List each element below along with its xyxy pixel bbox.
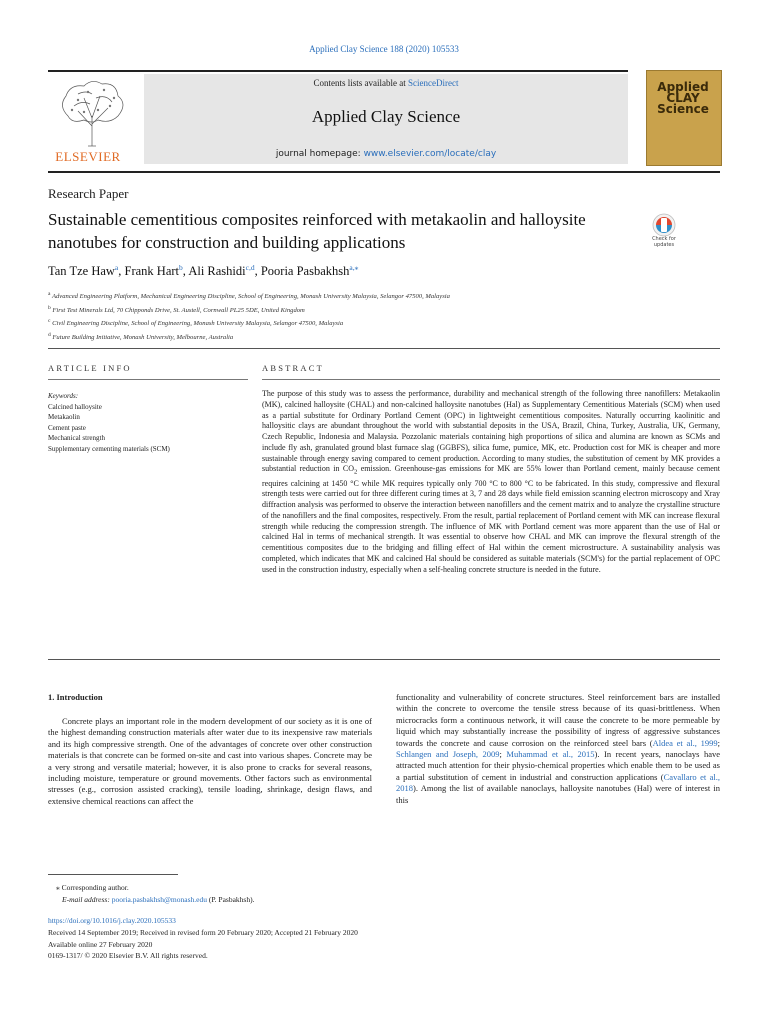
affiliation-marker: c <box>48 318 51 325</box>
citation-separator: ; <box>499 749 507 760</box>
sciencedirect-link[interactable]: ScienceDirect <box>408 78 459 88</box>
journal-cover-title: Applied CLAY Science <box>657 80 709 116</box>
affiliation-marker: d <box>48 331 51 338</box>
citation-link[interactable]: Schlangen and Joseph, 2009 <box>396 749 500 760</box>
affiliation-item <box>48 303 450 317</box>
header-bottom-rule <box>48 171 720 173</box>
email-suffix: (P. Pasbakhsh). <box>206 894 255 904</box>
abstract-text <box>262 389 720 575</box>
affiliation-text: Future Building Initiative, Monash University, Melbourne, Australia <box>52 333 234 341</box>
contents-prefix: Contents lists available at <box>313 78 408 88</box>
footnote-rule <box>48 874 178 875</box>
article-type: Research Paper <box>48 186 129 201</box>
abstract-text-part: The purpose of this study was to assess the performance, durability and mechanical strength of the following three nanofillers: Metakaolin (MK), calcined halloysite (CHAL) and non-calcined halloysite nanotubes (Hal) as Supplementary Cementitious Materials (SCM) when used as a partial substitute for Ordinary Portland Cement (OPC) in lightweight cementitious composites. Naturally occurring kaolinitic and halloysitic clays are abundant throughout the world with substantial deposits in the USA, Brazil, China, Turkey, Australia, UK, Germany, Czech Republic, Indonesia and Malaysia. Pozzolanic materials containing high proportions of silica and alumina are known as SCMs and include fly ash, granulated ground blast furnace slag (GGBFS), silica fume, pumice, MK, etc. Production cost for MK is cheaper and more sustainable through energy saving compared to cement production. According to many studies, the substitution of cement by MK provides a substantial reduction in CO <box>262 389 720 474</box>
author-list: Tan Tze Haw$^a$, Frank Hart$^b$, Ali Rashidi$^{c,d}$, Pooria Pasbakhsh$^{a,⁎}$ <box>48 263 359 279</box>
introduction-left-column: Concrete plays an important role in the modern development of our society as it is one of the highest demanding construction materials after water due to its inexpensive raw materials and its high compressive strength. One of the advantages of concrete over other construction materials is that concrete can be formed on-site and cast into various shapes. Concrete may be a very strong and versatile material; however, it is also prone to cracks for several reasons, including moisture, temperature or ground movements. Other factors such as environmental stresses (e.g., corrosion assisted cracking), tensile loading, shrinkage, design flaws, and extensive chemical reactions can affect the <box>48 716 372 806</box>
keywords-block <box>48 391 170 455</box>
author-name[interactable]: Frank Hart <box>124 264 180 279</box>
author-name[interactable]: Tan Tze Haw <box>48 264 115 279</box>
keyword-item: Mechanical strength <box>48 434 105 443</box>
journal-homepage <box>144 149 628 159</box>
affiliation-item <box>48 289 450 303</box>
body-text: ). Among the list of available nanoclays, halloysite nanotubes (Hal) were of interest in this <box>396 783 720 805</box>
affiliation-text: Civil Engineering Discipline, School of Engineering, Monash University Malaysia, Selangor 47500, Malaysia <box>52 320 344 328</box>
abstract-heading: ABSTRACT <box>262 363 324 373</box>
article-info-heading: ARTICLE INFO <box>48 363 132 373</box>
citation-separator: ; <box>717 737 720 748</box>
author-affiliation-marker[interactable]: a,⁎ <box>349 263 359 272</box>
received-dates: Received 14 September 2019; Received in revised form 20 February 2020; Accepted 21 February 2020 <box>48 927 358 937</box>
available-online-date: Available online 27 February 2020 <box>48 939 153 949</box>
author-affiliation-marker[interactable]: a <box>114 263 119 272</box>
header-rule <box>48 70 628 72</box>
affiliation-item <box>48 330 450 344</box>
article-info-rule <box>48 379 248 380</box>
keywords-label: Keywords: <box>48 392 79 400</box>
affiliation-marker: b <box>48 304 51 311</box>
citation-link[interactable]: Aldea et al., 1999 <box>652 737 718 748</box>
crossmark-label[interactable]: Check for updates <box>652 236 676 248</box>
keyword-item: Supplementary cementing materials (SCM) <box>48 444 170 453</box>
keyword-item: Metakaolin <box>48 413 80 422</box>
section-divider <box>48 659 720 660</box>
affiliation-marker: a <box>48 291 51 297</box>
author-name[interactable]: Pooria Pasbakhsh <box>260 264 350 279</box>
affiliation-text: First Test Minerals Ltd, 70 Chipponds Drive, St. Austell, Cornwall PL25 5DE, United Kingdom <box>52 306 305 314</box>
introduction-right-column <box>396 692 720 806</box>
author-name[interactable]: Ali Rashidi <box>188 264 246 279</box>
email-line <box>48 894 254 906</box>
author-affiliation-marker[interactable]: b <box>179 263 183 272</box>
affiliation-list <box>48 289 450 343</box>
elsevier-wordmark: ELSEVIER <box>55 149 121 164</box>
body-text: ). In recent years, nanoclays have attracted much attention for their physio-chemical properties which enable them to be used as a partial substitution of cement in industrial and construction applications ( <box>396 749 720 782</box>
publication-info <box>48 915 358 962</box>
doi-link[interactable]: https://doi.org/10.1016/j.clay.2020.105533 <box>48 916 176 925</box>
homepage-link[interactable]: www.elsevier.com/locate/clay <box>363 149 497 159</box>
corresponding-author-note: ⁎ Corresponding author. <box>56 883 129 892</box>
keyword-item: Cement paste <box>48 423 86 432</box>
co2-subscript: 2 <box>353 468 358 476</box>
introduction-heading: 1. Introduction <box>48 692 103 702</box>
contents-line <box>144 78 628 88</box>
keyword-item: Calcined halloysite <box>48 402 102 411</box>
author-affiliation-marker[interactable]: c,d <box>245 263 255 272</box>
copyright-line: 0169-1317/ © 2020 Elsevier B.V. All rights reserved. <box>48 951 208 961</box>
affiliation-item <box>48 316 450 330</box>
journal-citation[interactable]: Applied Clay Science 188 (2020) 105533 <box>309 44 459 54</box>
email-link[interactable]: pooria.pasbakhsh@monash.edu <box>111 894 207 904</box>
abstract-text-part: emission. Greenhouse-gas emissions for MK are 55% lower than Portland cement, mainly because cement requires calcining at 1450 °C while MK requires typically only 700 °C to 800 °C to be fabricated. In this study, compressive and flexural strength tests were carried out for three different curing times at 3, 7 and 28 days while field emission scanning electron microscopy and Xray diffraction analysis was performed to observe the interaction between nanofillers and the cement matrix and to analyze the crystalline structure of the nanofillers and the final composites, respectively. From the result, partial replacement of Portland cement with MK can increase flexural strength while reducing the compression strength. The influence of MK with Portland cement was more apparent than the use of Hal or calcined Hal in terms of mechanical strength. It was essential to observe how CHAL and MK can improve the flexural strength of the cementitious composites due to the bridging and filling effect of Hal within the cement microstructure. A sustainability analysis was completed, which indicates that MK and calcined Hal should be considered as suitable materials (SCM's) for the partial replacement of OPC used in the construction industry, especially when a self-healing concrete structure is needed in the future. <box>262 464 721 574</box>
citation-link[interactable]: Muhammad et al., 2015 <box>506 749 595 760</box>
journal-name: Applied Clay Science <box>311 107 461 126</box>
abstract-rule <box>262 379 720 380</box>
section-divider <box>48 348 720 349</box>
homepage-prefix: journal homepage: <box>275 149 364 159</box>
article-title: Sustainable cementitious composites reinforced with metakaolin and halloysite nanotubes for construction and building applications <box>48 210 586 252</box>
footnote-block <box>48 882 254 905</box>
email-label: E-mail address: <box>62 894 112 904</box>
citation-link[interactable]: Cavallaro et al., 2018 <box>396 771 720 794</box>
affiliation-text: Advanced Engineering Platform, Mechanical Engineering Discipline, School of Engineering, Monash University Malaysia, Selangor 47500, Malaysia <box>51 293 450 301</box>
body-text: functionality and vulnerability of concrete structures. Steel reinforcement bars are installed within the concrete to overcome the tensile stress because of its quasi-brittleness. When microcracks form a continuous network, it will cause the concrete to be more permeable by liquid which may substantially increase the possibility of ingress of aggressive substances towards the concrete and cause corrosion on the reinforced steel bars ( <box>396 692 720 748</box>
